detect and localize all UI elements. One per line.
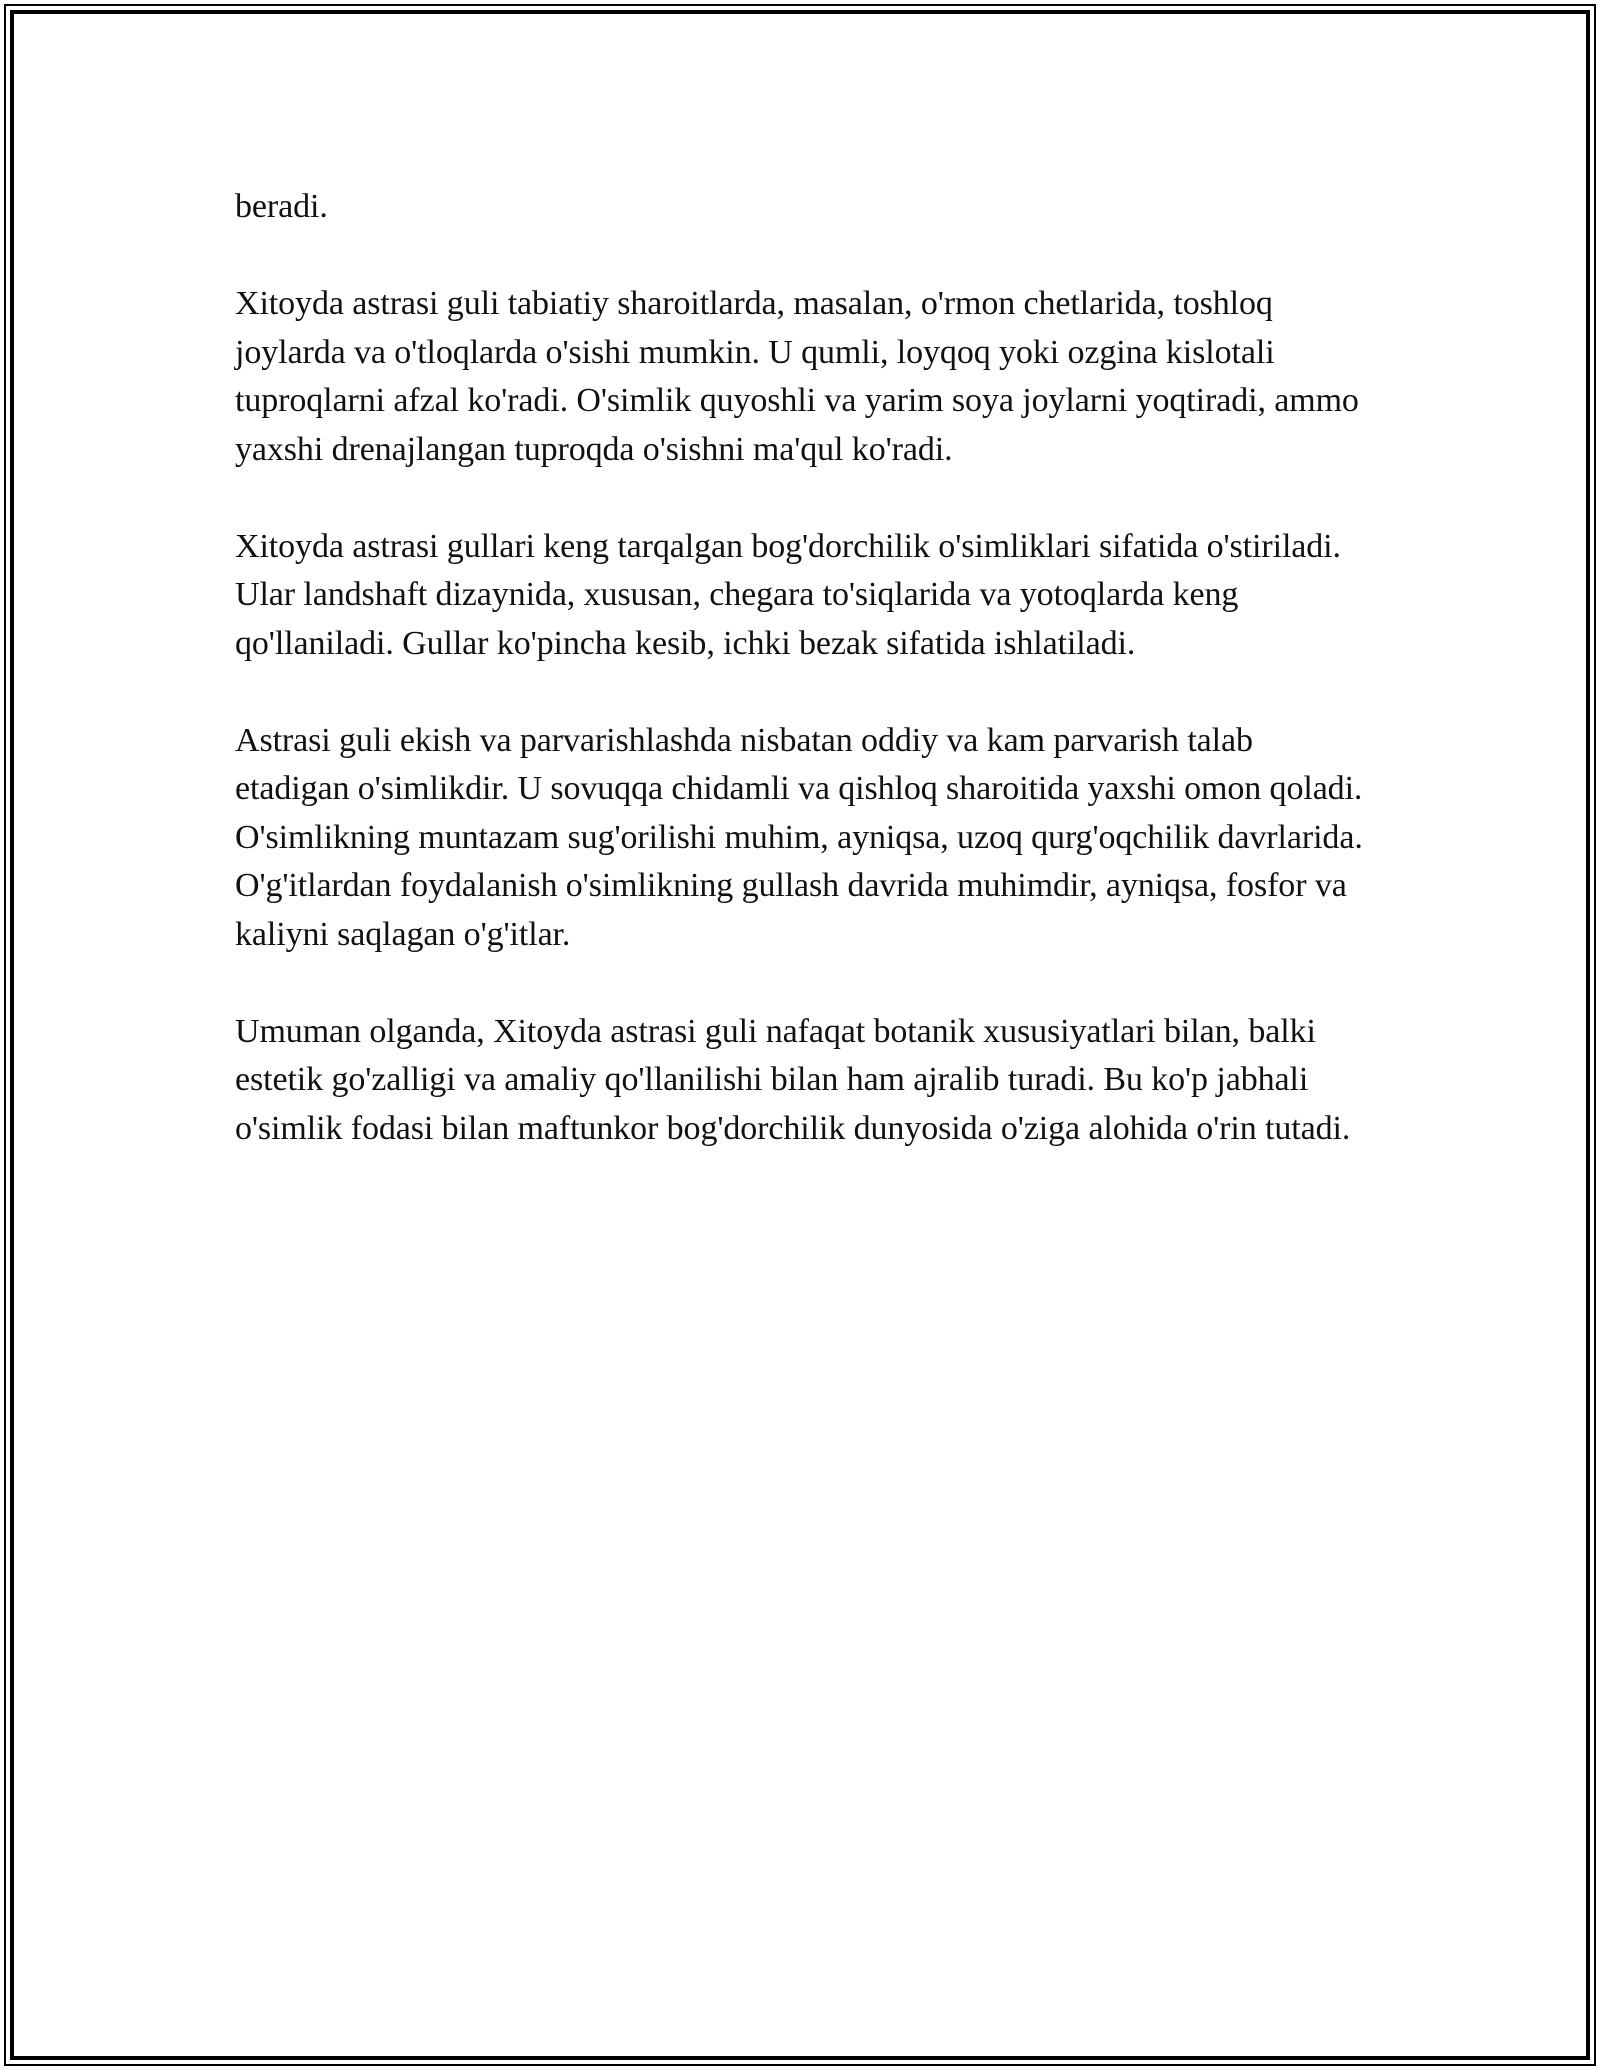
paragraph-cultivation: Xitoyda astrasi gullari keng tarqalgan bog'dorchilik o'simliklari sifatida o'stiriladi. Ular landshaft dizaynida, xususan, chegara to'siqlarida va yotoqlarda keng qo'llaniladi. Gullar ko'pincha kesib, ichki bezak sifatida ishlatiladi. xyxy=(235,527,1341,662)
paragraph-conclusion: Umuman olganda, Xitoyda astrasi guli nafaqat botanik xususiyatlari bilan, balki estetik go'zalligi va amaliy qo'llanilishi bilan ham ajralib turadi. Bu ko'p jabhali o'simlik fodasi bilan maftunkor bog'dorchilik dunyosida o'ziga alohida o'rin tutadi. xyxy=(235,1012,1351,1147)
document-body xyxy=(235,183,1375,1202)
paragraph-continuation: beradi. xyxy=(235,188,328,225)
paragraph-habitat: Xitoyda astrasi guli tabiatiy sharoitlarda, masalan, o'rmon chetlarida, toshloq joylarda va o'tloqlarda o'sishi mumkin. U qumli, loyqoq yoki ozgina kislotali tuproqlarni afzal ko'radi. O'simlik quyoshli va yarim soya joylarni yoqtiradi, ammo yaxshi drenajlangan tuproqda o'sishni ma'qul ko'radi. xyxy=(235,285,1359,468)
paragraph-care: Astrasi guli ekish va parvarishlashda nisbatan oddiy va kam parvarish talab etadigan o'simlikdir. U sovuqqa chidamli va qishloq sharoitida yaxshi omon qoladi. O'simlikning muntazam sug'orilishi muhim, ayniqsa, uzoq qurg'oqchilik davrlarida. O'g'itlardan foydalanish o'simlikning gullash davrida muhimdir, ayniqsa, fosfor va kaliyni saqlagan o'g'itlar. xyxy=(235,721,1363,953)
